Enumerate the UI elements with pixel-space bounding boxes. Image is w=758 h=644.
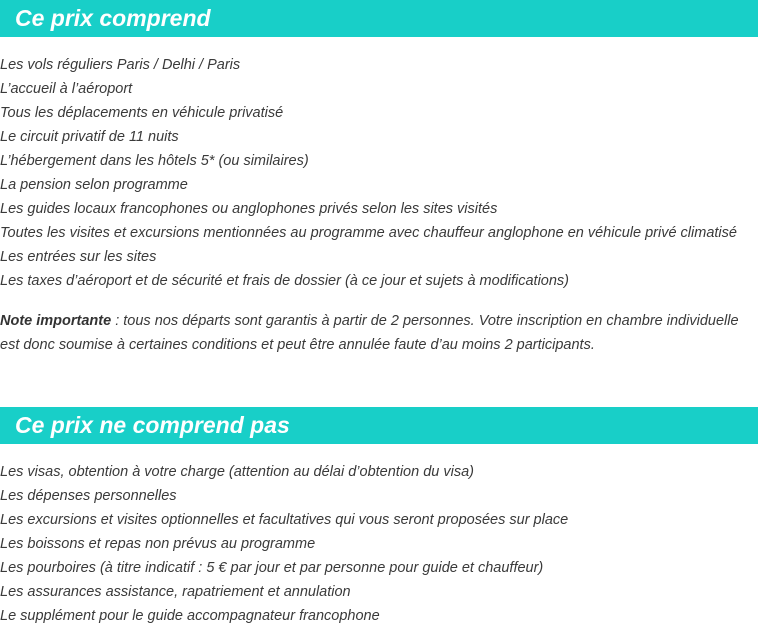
excluded-list: [0, 460, 758, 628]
section-header-included: [0, 0, 758, 37]
section-title-excluded: Ce prix ne comprend pas: [15, 412, 290, 438]
included-list: [0, 53, 758, 293]
important-note-text: : tous nos départs sont garantis à partir de 2 personnes. Votre inscription en chambre individuelle est donc soumise à certaines conditions et peut être annulée faute d’au moins 2 participants.: [0, 313, 739, 353]
list-item: Les visas, obtention à votre charge (attention au délai d’obtention du visa): [0, 464, 474, 480]
list-item: Toutes les visites et excursions mentionnées au programme avec chauffeur anglophone en véhicule privé climatisé: [0, 225, 737, 241]
list-item: Les dépenses personnelles: [0, 488, 177, 504]
section-header-excluded: [0, 407, 758, 444]
list-item: L’accueil à l’aéroport: [0, 81, 133, 97]
list-item: Les excursions et visites optionnelles et facultatives qui vous seront proposées sur place: [0, 512, 569, 528]
list-item: L’hébergement dans les hôtels 5* (ou similaires): [0, 153, 309, 169]
list-item: Les guides locaux francophones ou anglophones privés selon les sites visités: [0, 201, 498, 217]
important-note: [0, 309, 752, 357]
list-item: Les assurances assistance, rapatriement et annulation: [0, 584, 351, 600]
list-item: Tous les déplacements en véhicule privatisé: [0, 105, 284, 121]
list-item: Les entrées sur les sites: [0, 249, 157, 265]
important-note-label: Note importante: [0, 313, 112, 329]
section-title-included: Ce prix comprend: [15, 5, 211, 31]
list-item: Le supplément pour le guide accompagnateur francophone: [0, 608, 380, 624]
list-item: La pension selon programme: [0, 177, 188, 193]
list-item: Les boissons et repas non prévus au programme: [0, 536, 316, 552]
list-item: Les taxes d’aéroport et de sécurité et frais de dossier (à ce jour et sujets à modifications): [0, 273, 570, 289]
list-item: Les vols réguliers Paris / Delhi / Paris: [0, 57, 241, 73]
list-item: Les pourboires (à titre indicatif : 5 € par jour et par personne pour guide et chauffeur): [0, 560, 544, 576]
list-item: Le circuit privatif de 11 nuits: [0, 129, 179, 145]
